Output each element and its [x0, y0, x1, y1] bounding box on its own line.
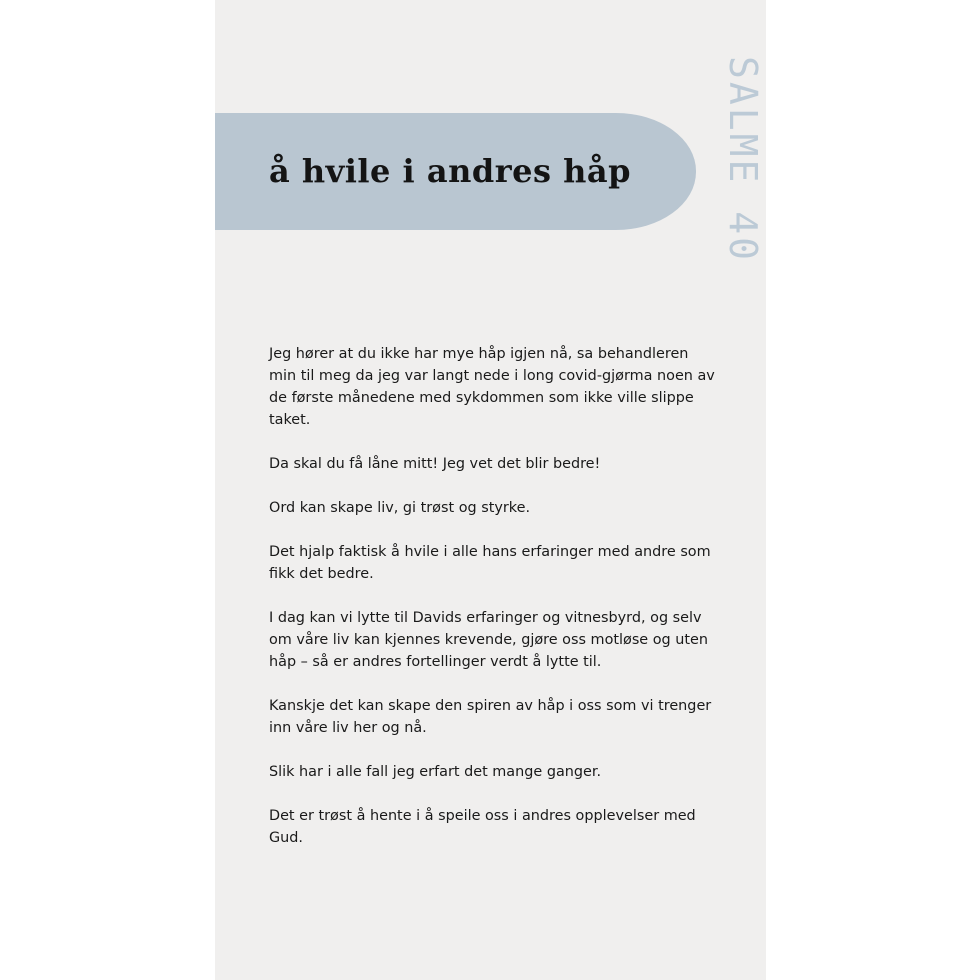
page-title: å hvile i andres håp: [269, 152, 631, 190]
scripture-reference: SALME 40: [721, 56, 765, 264]
paragraph: Jeg hører at du ikke har mye håp igjen nå, sa behandleren min til meg da jeg var langt nede i long covid-gjørma noen av de første månedene med sykdommen som ikke ville slippe taket.: [269, 346, 715, 428]
title-banner: [215, 113, 696, 230]
paragraph: Ord kan skape liv, gi trøst og styrke.: [269, 500, 531, 516]
paragraph: I dag kan vi lytte til Davids erfaringer og vitnesbyrd, og selv om våre liv kan kjennes krevende, gjøre oss motløse og uten håp – så er andres fortellinger verdt å lytte til.: [269, 610, 708, 670]
paragraph: Det hjalp faktisk å hvile i alle hans erfaringer med andre som fikk det bedre.: [269, 544, 711, 582]
paragraph: Slik har i alle fall jeg erfart det mange ganger.: [269, 764, 602, 780]
paragraph: Det er trøst å hente i å speile oss i andres opplevelser med Gud.: [269, 808, 696, 846]
devotional-page: [215, 0, 766, 980]
paragraph: Kanskje det kan skape den spiren av håp i oss som vi trenger inn våre liv her og nå.: [269, 698, 712, 736]
body-text: [269, 343, 719, 871]
paragraph: Da skal du få låne mitt! Jeg vet det blir bedre!: [269, 456, 601, 472]
